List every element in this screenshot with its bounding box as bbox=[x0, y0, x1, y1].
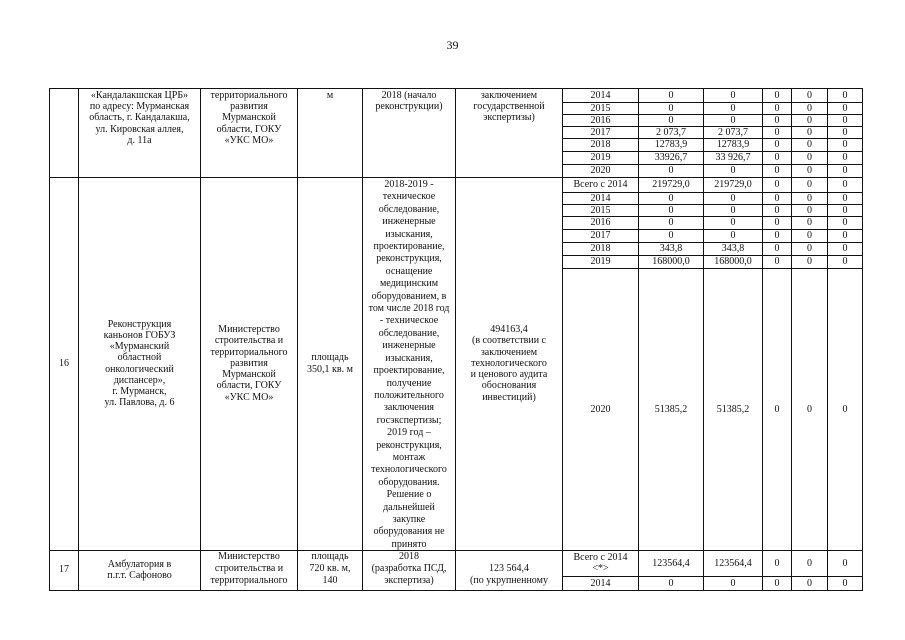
other-sources-cell: 0 bbox=[842, 205, 848, 215]
municipal-budget-cell: 0 bbox=[807, 165, 812, 176]
capacity: м bbox=[326, 90, 334, 101]
year-cell: 2014 bbox=[590, 89, 611, 101]
estimated-cost: 123 564,4 (по укрупненному bbox=[470, 563, 548, 586]
municipal-budget-cell: 0 bbox=[807, 127, 812, 137]
total-cell: 0 bbox=[668, 165, 674, 176]
total-cell: 2 073,7 bbox=[656, 127, 686, 137]
total-cell: 0 bbox=[668, 103, 674, 113]
other-sources-cell: 0 bbox=[842, 217, 848, 228]
regional-budget-cell: 12783,9 bbox=[716, 139, 750, 150]
year-cell: 2020 bbox=[590, 165, 611, 176]
federal-budget-cell: 0 bbox=[774, 256, 780, 267]
municipal-budget-cell: 0 bbox=[807, 230, 812, 241]
total-cell: 123564,4 bbox=[652, 557, 690, 569]
period: 2018 (разработка ПСД, экспертиза) bbox=[371, 551, 447, 586]
total-cell: 33926,7 bbox=[654, 152, 688, 163]
year-cell: 2016 bbox=[590, 115, 611, 125]
regional-budget-cell: 0 bbox=[730, 230, 736, 241]
federal-budget-cell: 0 bbox=[774, 193, 780, 203]
other-sources-cell: 0 bbox=[842, 256, 848, 267]
total-cell: 168000,0 bbox=[652, 256, 690, 267]
year-cell: 2017 bbox=[590, 127, 611, 137]
total-cell: 0 bbox=[668, 89, 674, 101]
regional-budget-cell: 219729,0 bbox=[714, 179, 752, 190]
regional-budget-cell: 33 926,7 bbox=[715, 152, 751, 163]
municipal-budget-cell: 0 bbox=[807, 152, 812, 163]
municipal-budget-cell: 0 bbox=[807, 577, 812, 589]
regional-budget-cell: 0 bbox=[730, 205, 736, 215]
municipal-budget-cell: 0 bbox=[807, 256, 812, 267]
federal-budget-cell: 0 bbox=[774, 217, 780, 228]
other-sources-cell: 0 bbox=[842, 193, 848, 203]
year-cell: 2014 bbox=[590, 577, 611, 589]
other-sources-cell: 0 bbox=[842, 230, 848, 241]
other-sources-cell: 0 bbox=[842, 127, 848, 137]
federal-budget-cell: 0 bbox=[774, 152, 780, 163]
customer-name: Министерство строительства и территориального развития Мурманской области, ГОКУ «УКС МО» bbox=[210, 324, 288, 403]
total-cell: 343,8 bbox=[659, 243, 683, 254]
regional-budget-cell: 343,8 bbox=[721, 243, 745, 254]
regional-budget-cell: 123564,4 bbox=[714, 557, 752, 569]
total-cell: 219729,0 bbox=[652, 179, 690, 190]
other-sources-cell: 0 bbox=[842, 557, 848, 569]
customer-name: Министерство строительства и территориального bbox=[210, 551, 288, 586]
year-cell: 2017 bbox=[590, 230, 611, 241]
total-cell: 0 bbox=[668, 115, 674, 125]
federal-budget-cell: 0 bbox=[774, 230, 780, 241]
table-rule bbox=[362, 88, 363, 591]
other-sources-cell: 0 bbox=[842, 403, 848, 415]
regional-budget-cell: 0 bbox=[730, 217, 736, 228]
regional-budget-cell: 168000,0 bbox=[714, 256, 752, 267]
total-cell: 0 bbox=[668, 217, 674, 228]
estimated-cost: 494163,4 (в соответствии с заключением технологического и ценового аудита обоснования инвестиций) bbox=[470, 324, 548, 403]
total-cell: 51385,2 bbox=[654, 403, 688, 415]
federal-budget-cell: 0 bbox=[774, 115, 780, 125]
federal-budget-cell: 0 bbox=[774, 179, 780, 190]
federal-budget-cell: 0 bbox=[774, 577, 780, 589]
capacity: площадь 720 кв. м, 140 bbox=[309, 551, 351, 586]
year-cell: 2020 bbox=[590, 403, 611, 415]
table-rule bbox=[200, 88, 201, 591]
regional-budget-cell: 0 bbox=[730, 577, 736, 589]
table-rule bbox=[49, 88, 50, 591]
object-name: Амбулатория в п.г.т. Сафоново bbox=[107, 558, 172, 581]
total-cell: 0 bbox=[668, 193, 674, 203]
total-cell: 12783,9 bbox=[654, 139, 688, 150]
municipal-budget-cell: 0 bbox=[807, 193, 812, 203]
other-sources-cell: 0 bbox=[842, 139, 848, 150]
row-number bbox=[51, 89, 77, 176]
other-sources-cell: 0 bbox=[842, 115, 848, 125]
federal-budget-cell: 0 bbox=[774, 89, 780, 101]
table-rule bbox=[297, 88, 298, 591]
other-sources-cell: 0 bbox=[842, 179, 848, 190]
year-cell: 2019 bbox=[590, 152, 611, 163]
year-cell: 2018 bbox=[590, 243, 611, 254]
year-cell: 2015 bbox=[590, 103, 611, 113]
object-name: Реконструкция каньонов ГОБУЗ «Мурманский областной онкологический диспансер», г. Мурманск, ул. Павлова, д. 6 bbox=[103, 318, 176, 409]
regional-budget-cell: 2 073,7 bbox=[718, 127, 748, 137]
object-name: «Кандалакшская ЦРБ» по адресу: Мурманская область, г. Кандалакша, ул. Кировская аллея, д. 11а bbox=[89, 90, 190, 146]
data-table bbox=[49, 88, 862, 590]
total-cell: 0 bbox=[668, 230, 674, 241]
municipal-budget-cell: 0 bbox=[807, 89, 812, 101]
table-rule bbox=[78, 88, 79, 591]
regional-budget-cell: 0 bbox=[730, 89, 736, 101]
period: 2018 (начало реконструкции) bbox=[375, 90, 443, 113]
regional-budget-cell: 0 bbox=[730, 165, 736, 176]
year-cell: Всего с 2014 <*> bbox=[573, 552, 628, 574]
municipal-budget-cell: 0 bbox=[807, 217, 812, 228]
year-cell: 2014 bbox=[590, 193, 611, 203]
municipal-budget-cell: 0 bbox=[807, 243, 812, 254]
municipal-budget-cell: 0 bbox=[807, 205, 812, 215]
federal-budget-cell: 0 bbox=[774, 139, 780, 150]
estimated-cost: заключением государственной экспертизы) bbox=[473, 90, 545, 124]
year-cell: 2015 bbox=[590, 205, 611, 215]
federal-budget-cell: 0 bbox=[774, 103, 780, 113]
regional-budget-cell: 0 bbox=[730, 193, 736, 203]
row-number: 16 bbox=[59, 357, 69, 369]
table-rule bbox=[49, 590, 863, 591]
other-sources-cell: 0 bbox=[842, 165, 848, 176]
year-cell: 2019 bbox=[590, 256, 611, 267]
regional-budget-cell: 51385,2 bbox=[716, 403, 750, 415]
municipal-budget-cell: 0 bbox=[807, 179, 812, 190]
other-sources-cell: 0 bbox=[842, 243, 848, 254]
municipal-budget-cell: 0 bbox=[807, 557, 812, 569]
municipal-budget-cell: 0 bbox=[807, 139, 812, 150]
regional-budget-cell: 0 bbox=[730, 103, 736, 113]
federal-budget-cell: 0 bbox=[774, 205, 780, 215]
other-sources-cell: 0 bbox=[842, 89, 848, 101]
other-sources-cell: 0 bbox=[842, 577, 848, 589]
regional-budget-cell: 0 bbox=[730, 115, 736, 125]
row-number: 17 bbox=[59, 564, 69, 576]
capacity: площадь 350,1 кв. м bbox=[307, 352, 353, 375]
municipal-budget-cell: 0 bbox=[807, 403, 812, 415]
other-sources-cell: 0 bbox=[842, 103, 848, 113]
federal-budget-cell: 0 bbox=[774, 165, 780, 176]
year-cell: 2018 bbox=[590, 139, 611, 150]
table-rule bbox=[455, 88, 456, 591]
federal-budget-cell: 0 bbox=[774, 403, 780, 415]
total-cell: 0 bbox=[668, 205, 674, 215]
year-cell: 2016 bbox=[590, 217, 611, 228]
municipal-budget-cell: 0 bbox=[807, 115, 812, 125]
other-sources-cell: 0 bbox=[842, 152, 848, 163]
year-cell: Всего с 2014 bbox=[573, 179, 628, 190]
page-number: 39 bbox=[446, 38, 459, 52]
total-cell: 0 bbox=[668, 577, 674, 589]
period: 2018-2019 - техническое обследование, инженерные изыскания, проектирование, реконструкция, оснащение медицинским оборудованием, в том числе 2018 год - техническое обследование, инженерные изыскания, проектирование, получение положительного заключения госэкспертизы; 2019 год – реконструкция, монтаж технологического оборудования. Решение о дальнейшей закупке оборудования не принято bbox=[368, 179, 450, 550]
federal-budget-cell: 0 bbox=[774, 557, 780, 569]
federal-budget-cell: 0 bbox=[774, 243, 780, 254]
customer-name: территориального развития Мурманской области, ГОКУ «УКС МО» bbox=[210, 90, 288, 146]
federal-budget-cell: 0 bbox=[774, 127, 780, 137]
municipal-budget-cell: 0 bbox=[807, 103, 812, 113]
